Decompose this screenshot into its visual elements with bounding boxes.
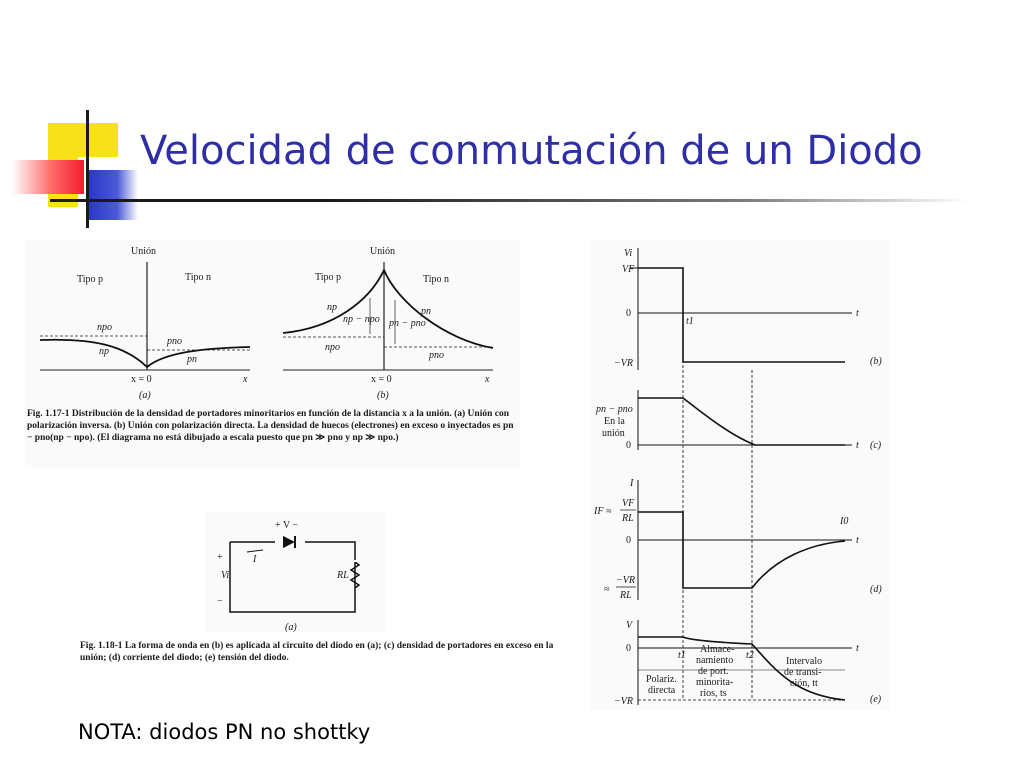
label-minus: − [217,596,223,607]
figure-118-caption: Fig. 1.18-1 La forma de onda en (b) es aplicada al circuito del diodo en (a); (c) densidad de portadores en exceso en la unión; (d) corriente del diodo; (e) tensión del diodo. [80,641,554,663]
label-d-rl: RL [622,513,634,524]
label-e-interv-2: ción, tt [790,678,818,689]
label-a-tipo-n: Tipo n [185,272,212,283]
label-d-neq: ≈ [604,584,610,595]
label-d-sub: (d) [870,584,882,595]
label-c-y1: pn − pno [596,404,633,415]
label-b-vi: Vi [624,248,633,259]
label-b-npo: npo [325,342,340,353]
label-b-vf: VF [622,264,635,275]
label-e-zero: 0 [626,643,631,654]
label-e-v: V [626,620,633,631]
label-i: I [253,554,257,565]
label-a-sub: (a) [139,390,151,401]
reverse-bias-curve [40,340,250,367]
label-e-polariz2: directa [648,685,676,696]
label-a-np: np [99,346,109,357]
label-b-tipo-n: Tipo n [423,274,450,285]
label-c-y2: En la [604,416,625,427]
label-e-negvr: −VR [614,696,633,707]
label-b-x: x [485,374,490,385]
label-b-union: Unión [370,246,395,257]
label-e-sub: (e) [870,694,882,705]
label-b-pn: pn [421,306,431,317]
figure-carrier-distribution [25,240,520,468]
label-a-x0: x = 0 [131,374,152,385]
figure-switching-waveforms [590,240,890,710]
label-e-interv-1: de transi- [784,667,822,678]
label-circuit-sub: (a) [285,622,297,632]
label-v: + V − [275,520,299,531]
label-b-np: np [327,302,337,313]
carrier-distribution-plots [25,240,520,408]
label-e-interv-0: Intervalo [786,656,823,667]
label-e-t: t [856,643,859,654]
label-plus: + [217,552,223,563]
label-b-negvr: −VR [614,358,633,369]
label-b-sub: (b) [377,390,389,401]
label-e-almac-3: minorita- [696,677,734,688]
label-e-almac-0: Almace- [700,644,735,655]
label-a-pn: pn [187,354,197,365]
label-a-tipo-p: Tipo p [77,274,104,285]
label-b-tipo-p: Tipo p [315,272,342,283]
title-decoration-red [12,160,84,194]
label-d-rl2: RL [620,590,632,601]
label-a-union: Unión [131,246,156,257]
label-c-sub: (c) [870,440,882,451]
label-e-t2: t2 [746,650,754,661]
waveform-d-current [638,512,845,588]
label-e-almac-1: namiento [696,655,734,666]
label-e-almac-2: de port. [698,666,729,677]
label-a-x: x [243,374,248,385]
label-vi: Vi [221,570,230,581]
figure-diode-circuit [205,512,385,632]
diode-circuit [205,512,385,632]
figure-117-caption: Fig. 1.17-1 Distribución de la densidad de portadores minoritarios en función de la distancia x a la unión. (a) Unión con polarización inversa. (b) Unión con polarización directa. La densidad de huecos (electrones) en exceso o inyectados es pn − pno(np − npo). (El diagrama no está dibujado a escala puesto que pn ≫ pno y np ≫ npo.) [27,409,514,443]
label-c-y3: unión [602,428,625,439]
label-c-t: t [856,440,859,451]
label-b-pn-pno: pn − pno [389,318,426,329]
label-d-zero: 0 [626,535,631,546]
label-b-pno: pno [429,350,444,361]
switching-waveforms [590,240,890,710]
label-b-t1: t1 [686,316,694,327]
slide-title: Velocidad de conmutación de un Diodo [140,128,923,174]
label-b-zero: 0 [626,308,631,319]
label-d-i: I [630,478,634,489]
label-a-pno: pno [167,336,182,347]
title-decoration-blue [86,170,138,220]
label-b-x0: x = 0 [371,374,392,385]
label-d-t: t [856,535,859,546]
label-e-t1: t1 [678,650,686,661]
label-d-if: IF ≈ [594,506,612,517]
label-e-polariz1: Polariz. [646,674,677,685]
label-b-np-npo: np − npo [343,314,380,325]
waveform-c-carriers [638,398,845,445]
label-b-sub: (b) [870,356,882,367]
title-underline [50,199,970,202]
label-e-almac-4: rios, ts [700,688,727,699]
label-d-i0: I0 [840,516,849,527]
waveform-b-input [638,268,845,362]
title-decoration-vertical-line [86,110,89,228]
label-b-t: t [856,308,859,319]
title-decoration-yellow-top [48,123,118,157]
label-d-vf: VF [622,498,635,509]
label-c-zero: 0 [626,440,631,451]
label-rl: RL [337,570,349,581]
slide-note: NOTA: diodos PN no shottky [78,720,371,744]
label-a-npo: npo [97,322,112,333]
label-d-negvr: −VR [616,575,635,586]
